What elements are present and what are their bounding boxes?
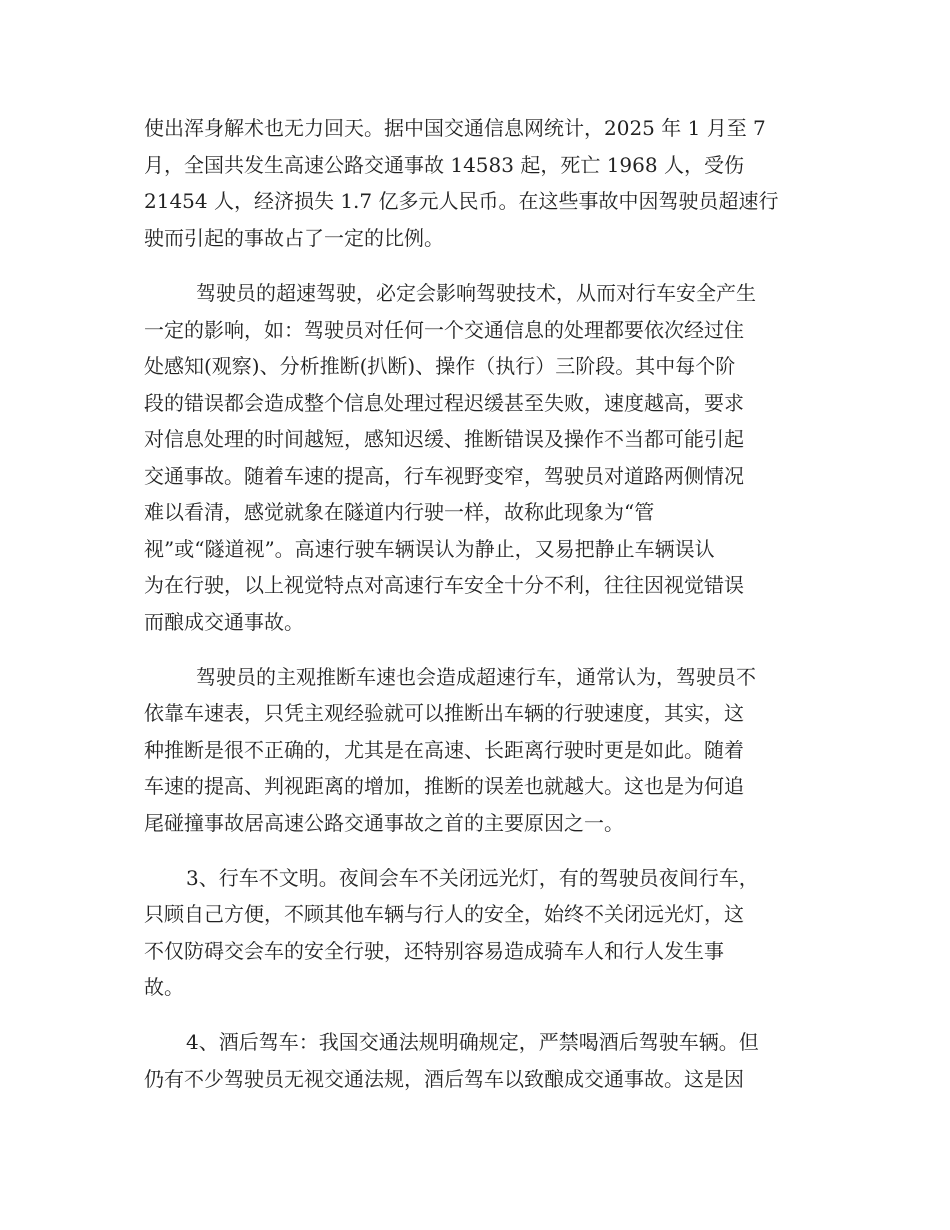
text-line: 21454 人，经济损失 1.7 亿多元人民币。在这些事故中因驾驶员超速行 [144, 189, 779, 213]
text-line: 3、行车不文明。夜间会车不关闭远光灯，有的驾驶员夜间行车， [186, 866, 759, 890]
text-line: 故。 [144, 975, 184, 999]
text-line: 驾驶员的超速驾驶，必定会影响驾驶技术，从而对行车安全产生 [196, 281, 756, 305]
text-line: 处感知(观察)、分析推断(扒断)、操作（执行）三阶段。其中每个阶 [144, 354, 736, 378]
text-line: 不仅防碍交会车的安全行驶，还特别容易造成骑车人和行人发生事 [144, 939, 724, 963]
text-line: 交通事故。随着车速的提高，行车视野变窄，驾驶员对道路两侧情况 [144, 464, 744, 488]
text-line: 只顾自己方便，不顾其他车辆与行人的安全，始终不关闭远光灯，这 [144, 902, 744, 926]
text-line: 月，全国共发生高速公路交通事故 14583 起，死亡 1968 人，受伤 [144, 153, 744, 177]
text-line: 段的错误都会造成整个信息处理过程迟缓甚至失败，速度越高，要求 [144, 391, 744, 415]
text-line: 驾驶员的主观推断车速也会造成超速行车，通常认为，驾驶员不 [196, 665, 756, 689]
text-line: 驶而引起的事故占了一定的比例。 [144, 226, 444, 250]
text-line: 对信息处理的时间越短，感知迟缓、推断错误及操作不当都可能引起 [144, 427, 744, 451]
text-line: 种推断是很不正确的，尤其是在高速、长距离行驶时更是如此。随着 [144, 738, 744, 762]
text-line: 而酿成交通事故。 [144, 610, 304, 634]
text-line: 依靠车速表，只凭主观经验就可以推断出车辆的行驶速度，其实，这 [144, 701, 744, 725]
text-line: 一定的影响，如：驾驶员对任何一个交通信息的处理都要依次经过住 [144, 318, 744, 342]
text-line: 4、酒后驾车：我国交通法规明确规定，严禁喝酒后驾驶车辆。但 [186, 1030, 759, 1054]
text-line: 难以看清，感觉就象在隧道内行驶一样，故称此现象为“管 [144, 500, 655, 524]
text-line: 视”或“隧道视”。高速行驶车辆误认为静止，又易把静止车辆误认 [144, 537, 715, 561]
text-line: 使出浑身解术也无力回天。据中国交通信息网统计，2025 年 1 月至 7 [144, 116, 766, 140]
text-line: 仍有不少驾驶员无视交通法规，酒后驾车以致酿成交通事故。这是因 [144, 1067, 744, 1091]
text-line: 尾碰撞事故居高速公路交通事故之首的主要原因之一。 [144, 811, 624, 835]
text-line: 车速的提高、判视距离的增加，推断的误差也就越大。这也是为何追 [144, 774, 744, 798]
text-line: 为在行驶，以上视觉特点对高速行车安全十分不利，往往因视觉错误 [144, 573, 744, 597]
